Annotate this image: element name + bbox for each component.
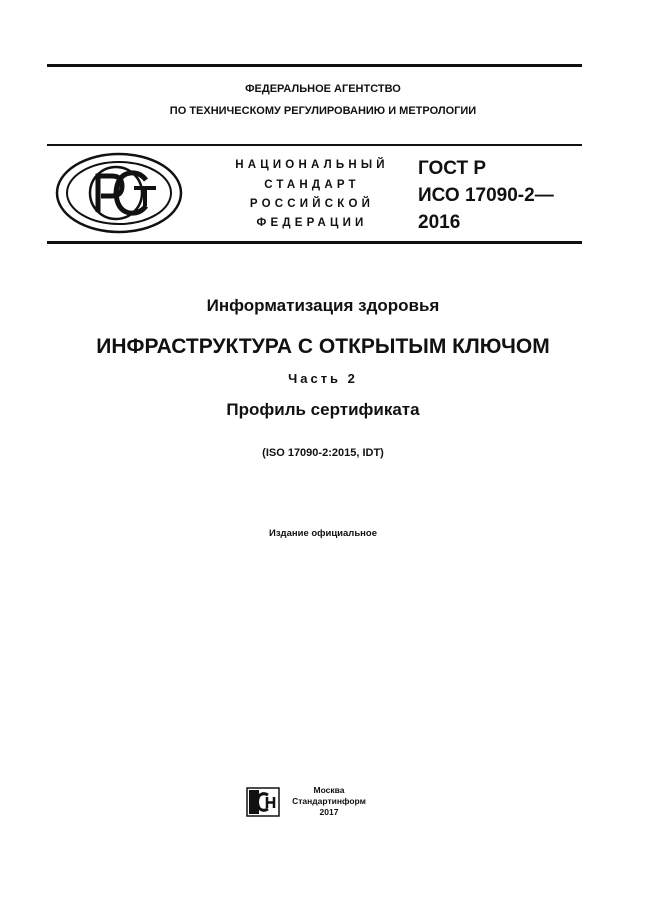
russian-label: РОССИЙСКОЙ: [249, 198, 375, 210]
footer-city: Москва: [313, 785, 345, 795]
agency-line-2: ПО ТЕХНИЧЕСКОМУ РЕГУЛИРОВАНИЮ И МЕТРОЛОГИИ: [169, 105, 477, 117]
standartinform-logo-icon: [246, 787, 280, 817]
standard-bottom-rule: [47, 241, 582, 244]
edition-label: Издание официальное: [269, 528, 377, 539]
gost-code-line-1: ГОСТ Р: [418, 158, 487, 179]
part-label: Часть 2: [288, 371, 358, 386]
footer-publisher: Стандартинформ: [292, 796, 366, 806]
agency-line-1: ФЕДЕРАЛЬНОЕ АГЕНТСТВО: [245, 83, 401, 95]
footer-year: 2017: [319, 807, 339, 817]
iso-reference: (ISO 17090-2:2015, IDT): [262, 447, 384, 459]
standard-top-rule: [47, 144, 582, 146]
gost-code-line-2: ИСО 17090-2—: [418, 185, 554, 206]
rst-logo-icon: [54, 150, 184, 236]
standard-label: СТАНДАРТ: [264, 179, 360, 191]
main-title: ИНФРАСТРУКТУРА С ОТКРЫТЫМ КЛЮЧОМ: [96, 335, 550, 358]
top-rule: [47, 64, 582, 67]
gost-code-line-3: 2016: [418, 212, 461, 233]
national-label: НАЦИОНАЛЬНЫЙ: [235, 159, 389, 171]
subtitle: Профиль сертификата: [226, 400, 420, 419]
federation-label: ФЕДЕРАЦИИ: [256, 217, 368, 229]
subject-title: Информатизация здоровья: [206, 296, 440, 315]
